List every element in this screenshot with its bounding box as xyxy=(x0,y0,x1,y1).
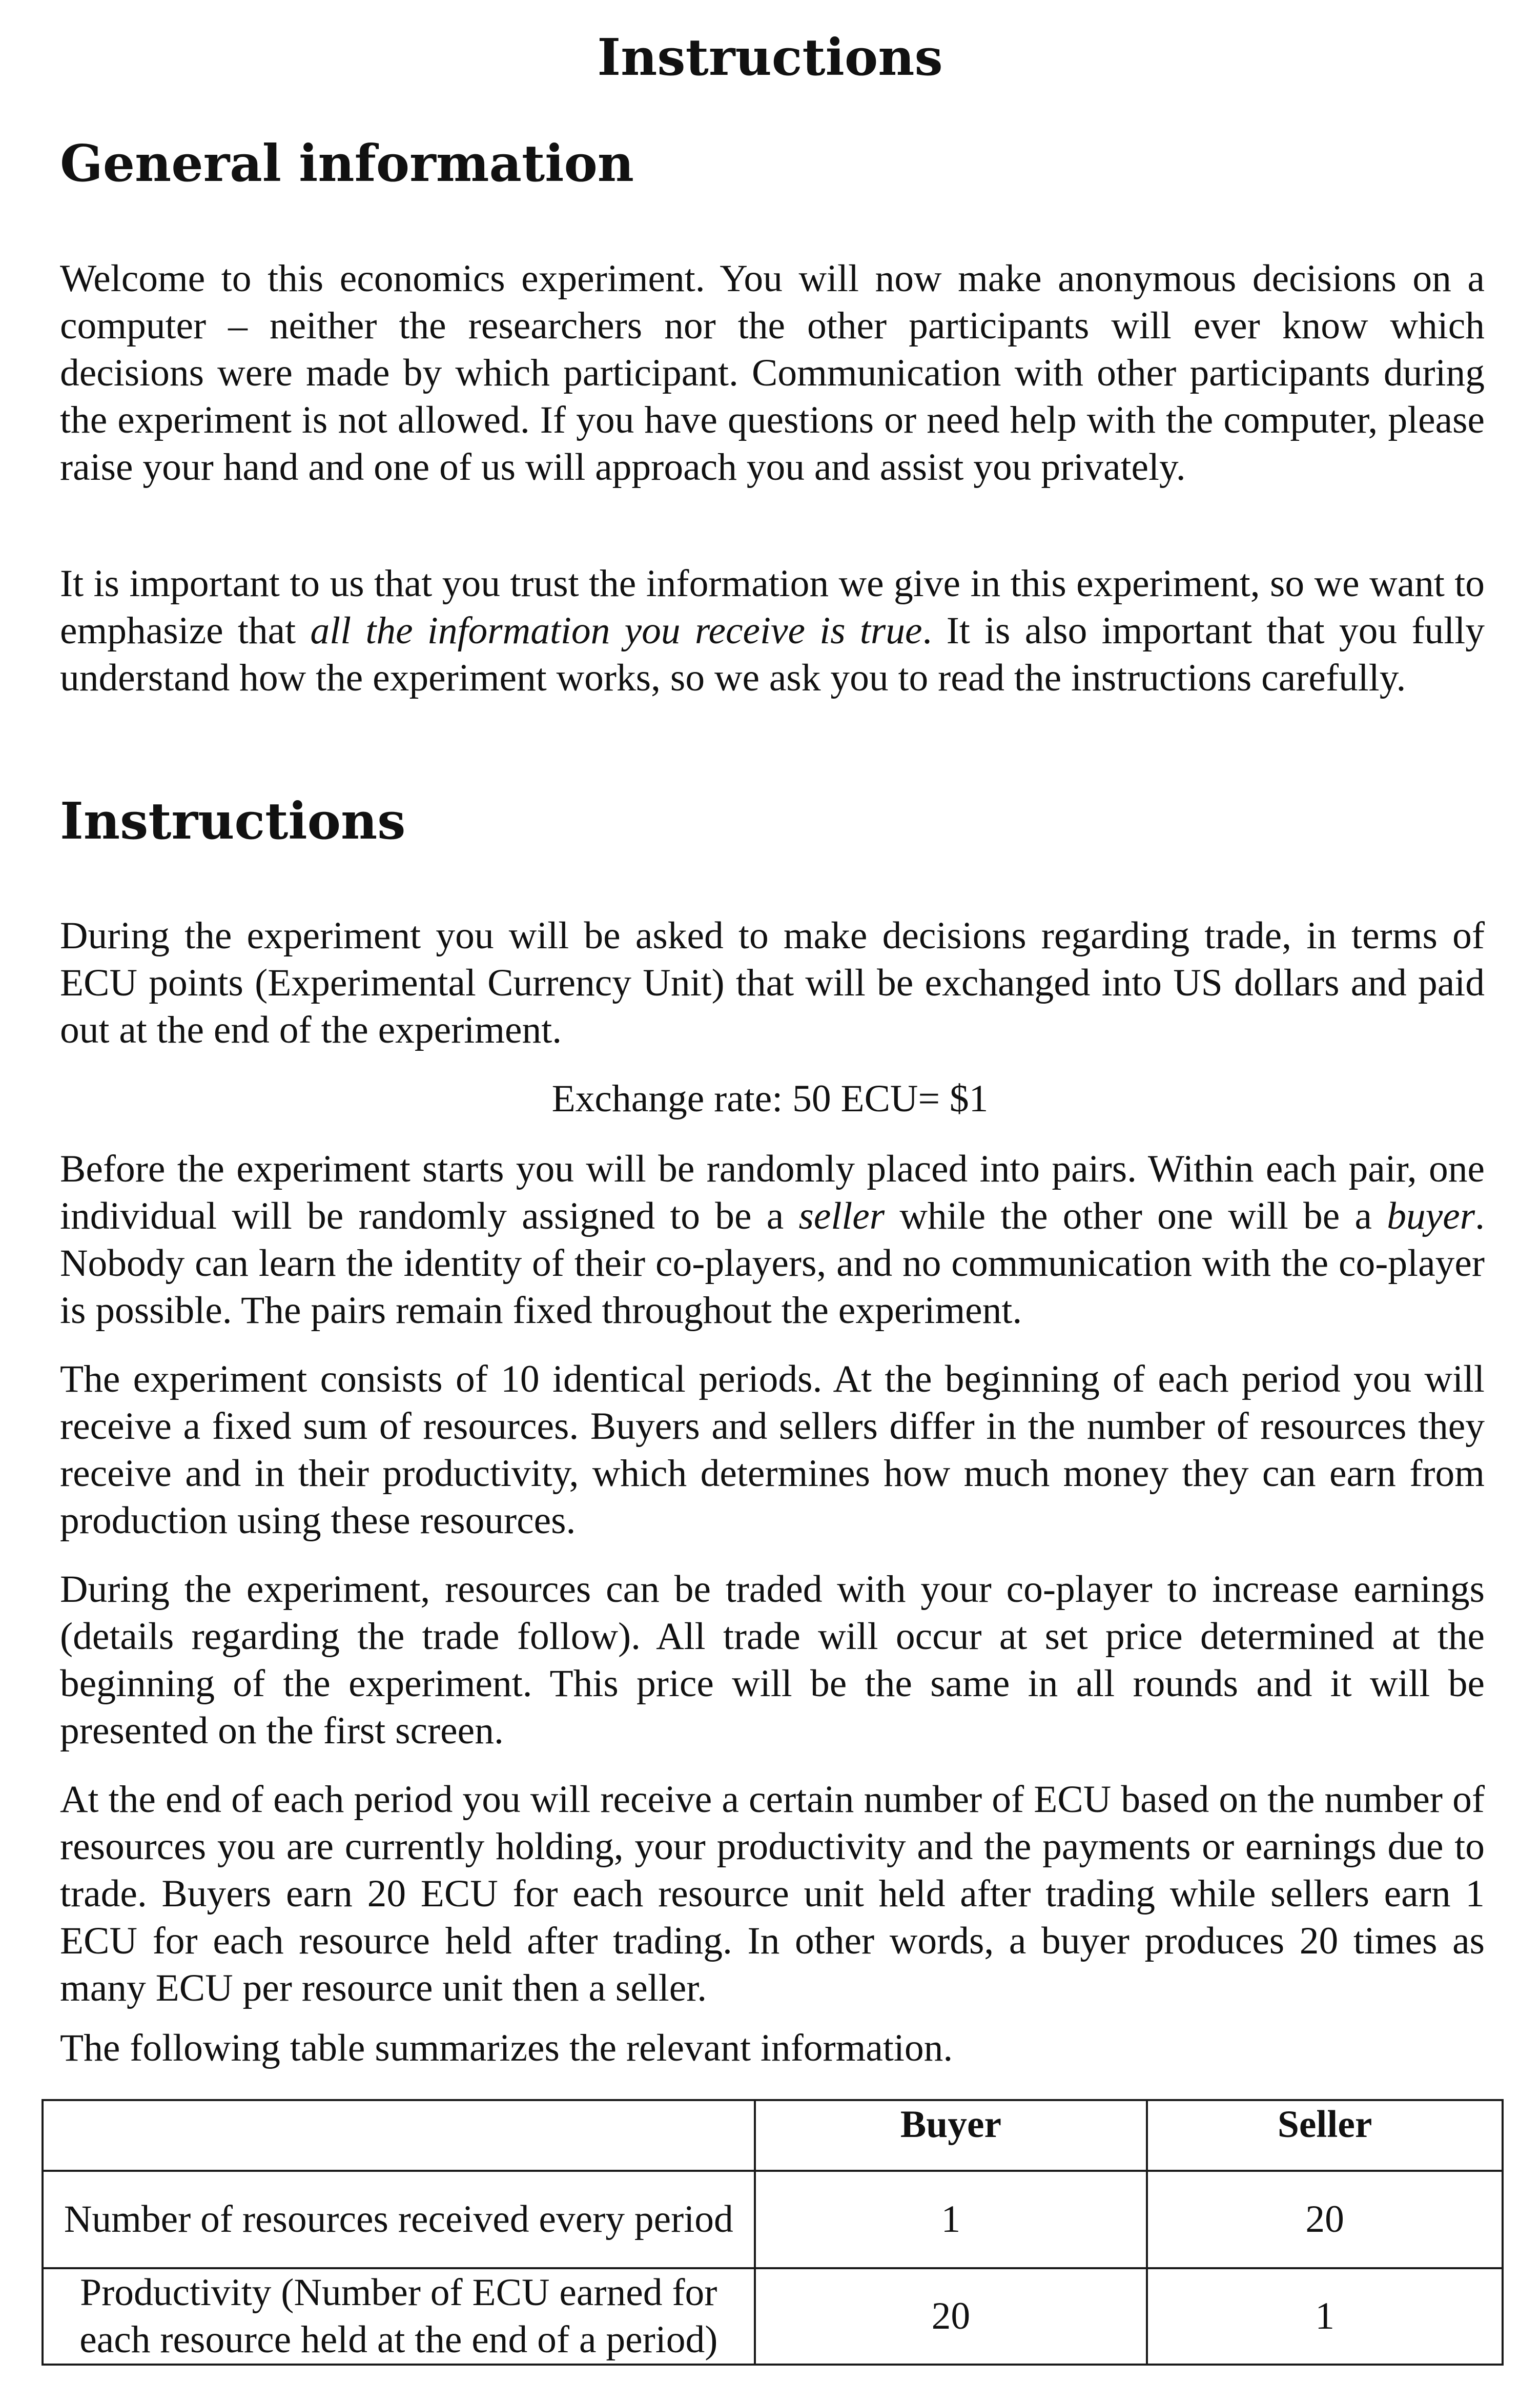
trust-paragraph-text-b: . It is also important that you fully understand how the experiment works, so we ask you to read the instructions carefully. xyxy=(60,609,1485,699)
pairs-paragraph-text-b: while the other one will be a xyxy=(885,1195,1387,1237)
trading-paragraph: During the experiment, resources can be traded with your co-player to increase earnings (details regarding the trade follow). All trade will occur at set price determined at the beginning of the experiment. This price will be the same in all rounds and it will be presented on the first screen. xyxy=(60,1568,1485,1752)
page-title: Instructions xyxy=(597,28,943,87)
buyer-productivity-value: 20 xyxy=(755,2268,1147,2365)
section-heading-general-information: General information xyxy=(60,134,634,193)
table-row xyxy=(43,2268,1503,2365)
table-header-empty xyxy=(43,2100,755,2171)
table-header-row xyxy=(43,2100,1503,2171)
exchange-rate-line: Exchange rate: 50 ECU= $1 xyxy=(551,1077,989,1120)
seller-productivity-value: 1 xyxy=(1147,2268,1503,2365)
section-heading-instructions: Instructions xyxy=(60,792,406,851)
pairs-paragraph-text-c: . Nobody can learn the identity of their co-players, and no communication with the co-player is possible. The pairs remain fixed throughout the experiment. xyxy=(60,1195,1485,1332)
emphasis-all-information-true: all the information you receive is true xyxy=(310,609,922,652)
trade-decisions-paragraph: During the experiment you will be asked to make decisions regarding trade, in terms of ECU points (Experimental Currency Unit) that will be exchanged into US dollars and paid out at the end of the experiment. xyxy=(60,914,1485,1051)
welcome-paragraph: Welcome to this economics experiment. You will now make anonymous decisions on a computer – neither the researchers nor the other participants will ever know which decisions were made by which participant. Communication with other participants during the experiment is not allowed. If you have questions or need help with the computer, please raise your hand and one of us will approach you and assist you privately. xyxy=(60,257,1485,488)
emphasis-seller: seller xyxy=(798,1195,885,1237)
table-row xyxy=(43,2171,1503,2268)
earnings-paragraph: At the end of each period you will receive a certain number of ECU based on the number of resources you are currently holding, your productivity and the payments or earnings due to trade. Buyers earn 20 ECU for each resource unit held after trading while sellers earn 1 ECU for each resource held after trading. In other words, a buyer produces 20 times as many ECU per resource unit then a seller. xyxy=(60,1778,1485,2009)
table-header-buyer: Buyer xyxy=(755,2100,1147,2171)
row-label-productivity: Productivity (Number of ECU earned for each resource held at the end of a period) xyxy=(43,2268,755,2365)
trust-paragraph xyxy=(60,560,1485,702)
pairs-paragraph xyxy=(60,1146,1485,1334)
periods-paragraph: The experiment consists of 10 identical periods. At the beginning of each period you will receive a fixed sum of resources. Buyers and sellers differ in the number of resources they receive and in their productivity, which determines how much money they can earn from production using these resources. xyxy=(60,1358,1485,1542)
table-header-seller: Seller xyxy=(1147,2100,1503,2171)
table-intro-line: The following table summarizes the relevant information. xyxy=(60,2027,953,2069)
trust-paragraph-text-a: It is important to us that you trust the information we give in this experiment, so we want to emphasize that xyxy=(60,562,1485,652)
emphasis-buyer: buyer xyxy=(1387,1195,1475,1237)
summary-table xyxy=(42,2099,1504,2366)
seller-resources-value: 20 xyxy=(1147,2171,1503,2268)
pairs-paragraph-text-a: Before the experiment starts you will be randomly placed into pairs. Within each pair, one individual will be randomly assigned to be a xyxy=(60,1148,1485,1237)
row-label-resources: Number of resources received every period xyxy=(43,2171,755,2268)
buyer-resources-value: 1 xyxy=(755,2171,1147,2268)
